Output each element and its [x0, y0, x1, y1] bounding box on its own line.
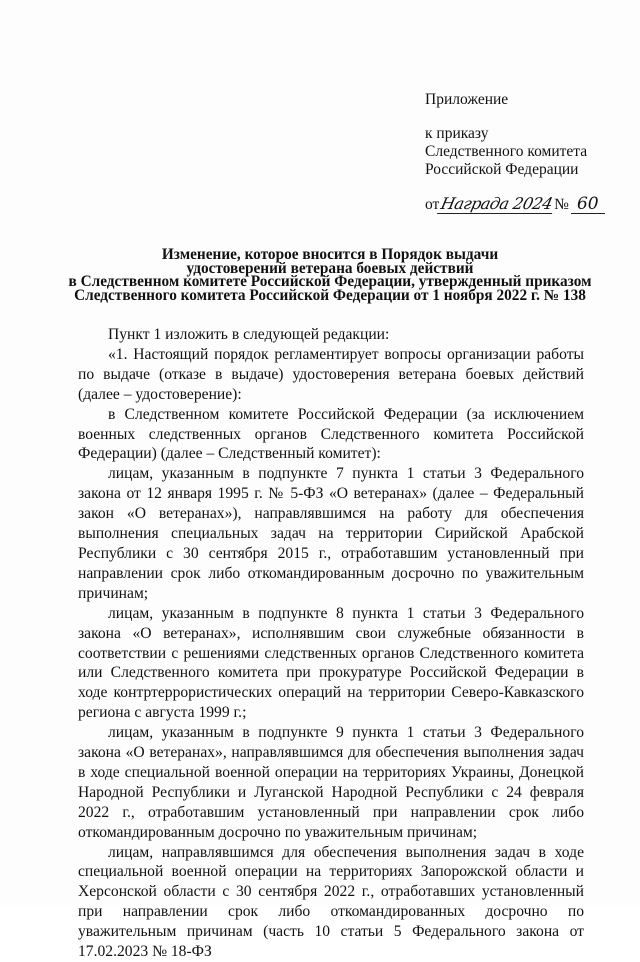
order-reference: [425, 195, 625, 214]
paragraph: «1. Настоящий порядок регламентирует вопросы организации работы по выдаче (отказе в выдаче) удостоверения ветерана боевых действий (далее – удостоверение):: [78, 345, 584, 403]
paragraph: Пункт 1 изложить в следующей редакции:: [108, 326, 390, 343]
appendix-line-1: к приказу: [425, 125, 489, 142]
paragraph: лицам, направлявшимся для обеспечения выполнения задач в ходе специальной военной операции на территориях Запорожской области и Херсонской области с 30 сентября 2022 г., отработавших установленный при направлении срок либо откомандированных досрочно по уважительным причинам (часть 10 статьи 5 Федерального закона от 17.02.2023 № 18-ФЗ: [78, 843, 584, 961]
order-date-handwritten: Награда 2024: [437, 195, 556, 214]
appendix-line-2: Следственного комитета: [425, 143, 588, 160]
paragraph: лицам, указанным в подпункте 8 пункта 1 статьи 3 Федерального закона «О ветеранах», исполнявшим свои служебные обязанности в соответствии с решениями следственных органов Следственного комитета или Следственного комитета при прокуратуре Российской Федерации в ходе контртеррористических операций на территории Северо-Кавказского региона с августа 1999 г.;: [78, 604, 584, 722]
paragraph: лицам, указанным в подпункте 9 пункта 1 статьи 3 Федерального закона «О ветеранах», направлявшимся для обеспечения выполнения задач в ходе специальной военной операции на территориях Украины, Донецкой Народной Республики и Луганской Народной Республики с 24 февраля 2022 г., отработавшим установленный при направлении срок либо откомандированным досрочно по уважительным причинам;: [78, 724, 584, 841]
document-body: [78, 325, 584, 962]
heading-line-4: Следственного комитета Российской Федерации от 1 ноября 2022 г. № 138: [74, 286, 586, 304]
heading-line-3: в Следственном комитете Российской Федерации, утвержденный приказом: [68, 273, 592, 290]
heading-line-2: удостоверений ветерана боевых действий: [186, 259, 474, 277]
appendix-title: Приложение: [425, 91, 509, 108]
document-heading: [60, 248, 600, 302]
order-number-label: №: [554, 196, 569, 213]
paragraph: в Следственном комитете Российской Федерации (за исключением военных следственных органов Следственного комитета Российской Федерации) (далее – Следственный комитет):: [78, 405, 584, 463]
appendix-block: [425, 91, 625, 214]
order-prefix: от: [425, 196, 440, 213]
paragraph: лицам, указанным в подпункте 7 пункта 1 статьи 3 Федерального закона от 12 января 1995 г. № 5-ФЗ «О ветеранах» (далее – Федеральный закон «О ветеранах»), направлявшимся на работу для обеспечения выполнения специальных задач на территории Сирийской Арабской Республики с 30 сентября 2015 г., отработавшим установленный при направлении срок либо откомандированным досрочно по уважительным причинам;: [78, 465, 584, 602]
appendix-line-3: Российской Федерации: [425, 161, 579, 178]
heading-line-1: Изменение, которое вносится в Порядок выдачи: [161, 246, 499, 263]
order-number-handwritten: 60: [571, 195, 605, 214]
